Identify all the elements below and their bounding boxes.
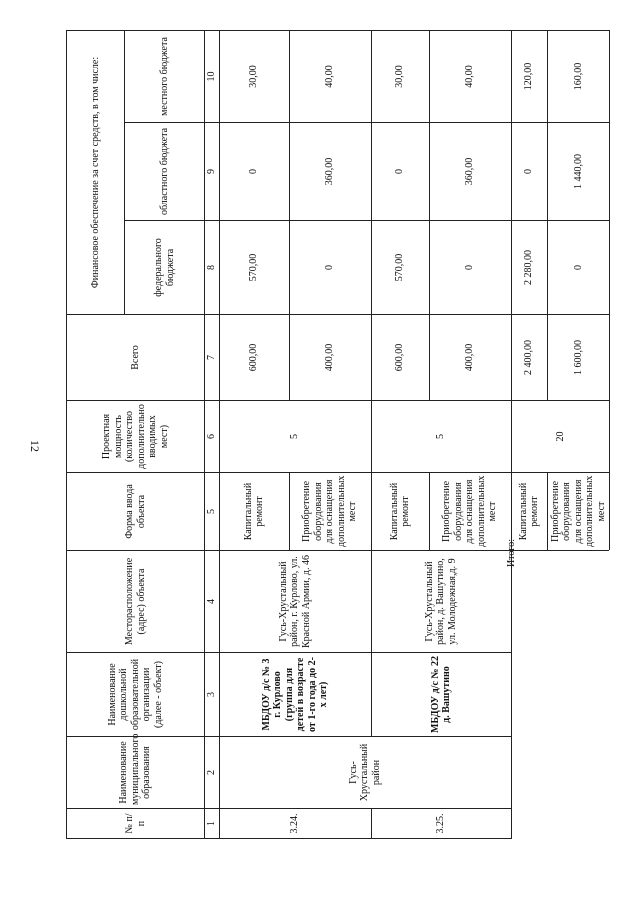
federal-cell: 0	[429, 221, 511, 315]
form-cell: Приобретение оборудования для оснащения дополнительных мест	[289, 473, 371, 551]
header-institution: Наименование дошкольной образовательной организации (далее - объект)	[67, 653, 205, 737]
form-cell: Капитальный ремонт	[371, 473, 429, 551]
regional-cell: 0	[371, 123, 429, 221]
institution-cell: МБДОУ д/с № 22 д. Вашутино	[371, 653, 511, 737]
column-number: 6	[205, 401, 220, 473]
form-cell: Капитальный ремонт	[219, 473, 289, 551]
form-cell: Приобретение оборудования для оснащения дополнительных мест	[429, 473, 511, 551]
column-number: 7	[205, 315, 220, 401]
total-cell: 600,00	[219, 315, 289, 401]
total-cell: 400,00	[429, 315, 511, 401]
column-number: 9	[205, 123, 220, 221]
regional-cell: 360,00	[429, 123, 511, 221]
header-federal: федерального бюджета	[125, 221, 205, 315]
local-cell: 40,00	[429, 30, 511, 122]
form-cell: Приобретение оборудования для оснащения дополнительных мест	[547, 473, 610, 551]
municipality-cell: Гусь-Хрустальный район	[219, 737, 511, 809]
form-cell: Капитальный ремонт	[511, 473, 547, 551]
address-cell: Гусь-Хрустальный район, д. Вашутино, ул. Молодежная,д. 9	[371, 551, 511, 653]
column-number: 1	[205, 809, 220, 839]
regional-cell: 0	[219, 123, 289, 221]
local-cell: 160,00	[547, 30, 610, 122]
rotated-table-container	[66, 31, 607, 839]
row-number: 3.25.	[371, 809, 511, 839]
totals-row	[511, 30, 547, 838]
column-number: 5	[205, 473, 220, 551]
regional-cell: 1 440,00	[547, 123, 610, 221]
total-cell: 2 400,00	[511, 315, 547, 401]
institution-cell: МБДОУ д/с № 3 г. Курлово (группа для детей в возрасте от 1-го года до 2-х лет)	[219, 653, 371, 737]
header-regional: областного бюджета	[125, 123, 205, 221]
header-no: № п/п	[67, 809, 205, 839]
totals-capacity: 20	[511, 401, 610, 473]
header-capacity: Проектная мощность (количество дополнительно вводимых мест)	[67, 401, 205, 473]
total-cell: 600,00	[371, 315, 429, 401]
column-number: 2	[205, 737, 220, 809]
federal-cell: 570,00	[371, 221, 429, 315]
header-financing: Финансовое обеспечение за счет средств, в том числе:	[67, 30, 125, 314]
total-cell: 1 600,00	[547, 315, 610, 401]
header-local: местного бюджета	[125, 30, 205, 122]
table-row	[371, 30, 429, 838]
total-cell: 400,00	[289, 315, 371, 401]
federal-cell: 2 280,00	[511, 221, 547, 315]
local-cell: 40,00	[289, 30, 371, 122]
header-municipality: Наименование муниципального образования	[67, 737, 205, 809]
totals-label-spacer	[511, 551, 610, 839]
column-number: 8	[205, 221, 220, 315]
header-row-1	[67, 30, 125, 838]
local-cell: 30,00	[371, 30, 429, 122]
capacity-cell: 5	[219, 401, 371, 473]
local-cell: 120,00	[511, 30, 547, 122]
header-address: Месторасположение (адрес) объекта	[67, 551, 205, 653]
federal-cell: 0	[289, 221, 371, 315]
totals-label: Итого:	[506, 538, 517, 568]
column-number: 10	[205, 30, 220, 122]
regional-cell: 0	[511, 123, 547, 221]
header-form: Форма ввода объекта	[67, 473, 205, 551]
header-total: Всего	[67, 315, 205, 401]
federal-cell: 570,00	[219, 221, 289, 315]
table-row	[219, 30, 289, 838]
local-cell: 30,00	[219, 30, 289, 122]
financing-table	[66, 30, 610, 839]
column-number: 3	[205, 653, 220, 737]
page-number: 12	[28, 440, 42, 452]
column-number: 4	[205, 551, 220, 653]
federal-cell: 0	[547, 221, 610, 315]
regional-cell: 360,00	[289, 123, 371, 221]
address-cell: Гусь-Хрустальный район, г. Курлово, ул. Красной Армии, д. 46	[219, 551, 371, 653]
row-number: 3.24.	[219, 809, 371, 839]
column-number-row	[205, 30, 220, 838]
capacity-cell: 5	[371, 401, 511, 473]
